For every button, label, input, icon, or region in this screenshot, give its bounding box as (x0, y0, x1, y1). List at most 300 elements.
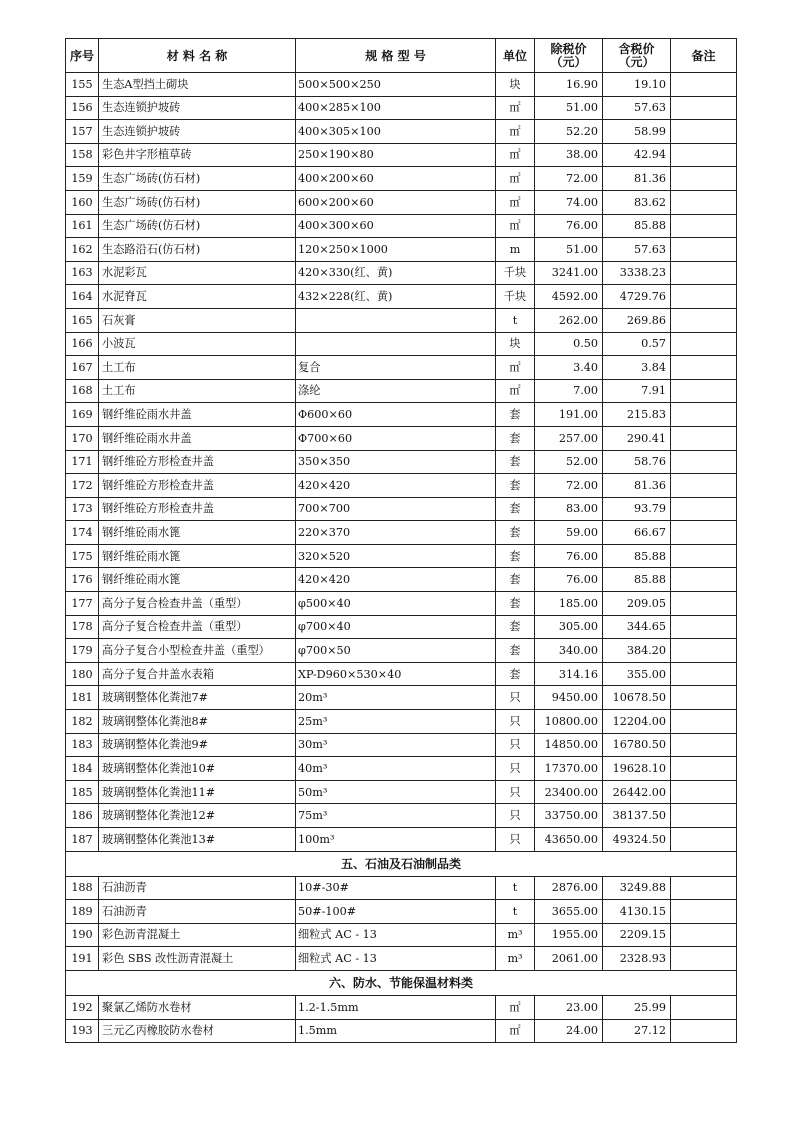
cell-price-inc-tax: 2209.15 (603, 923, 671, 947)
cell-no: 169 (66, 403, 99, 427)
cell-price-inc-tax: 3338.23 (603, 261, 671, 285)
table-row (66, 190, 737, 214)
cell-name: 生态连锁护坡砖 (99, 120, 296, 144)
cell-unit: 套 (496, 592, 535, 616)
cell-remark (671, 804, 737, 828)
cell-price-ex-tax: 23.00 (535, 995, 603, 1019)
cell-price-inc-tax: 26442.00 (603, 780, 671, 804)
cell-no: 155 (66, 73, 99, 97)
cell-name: 生态广场砖(仿石材) (99, 167, 296, 191)
table-header-row (66, 39, 737, 73)
cell-price-ex-tax: 0.50 (535, 332, 603, 356)
table-row (66, 923, 737, 947)
cell-price-ex-tax: 72.00 (535, 474, 603, 498)
table-row (66, 285, 737, 309)
table-row (66, 615, 737, 639)
cell-price-ex-tax: 257.00 (535, 426, 603, 450)
cell-unit: 套 (496, 403, 535, 427)
cell-price-inc-tax: 38137.50 (603, 804, 671, 828)
cell-remark (671, 686, 737, 710)
cell-spec: 700×700 (296, 497, 496, 521)
cell-unit: t (496, 900, 535, 924)
cell-price-ex-tax: 191.00 (535, 403, 603, 427)
cell-spec: 1.5mm (296, 1019, 496, 1043)
cell-no: 160 (66, 190, 99, 214)
cell-remark (671, 923, 737, 947)
cell-price-ex-tax: 24.00 (535, 1019, 603, 1043)
cell-price-inc-tax: 2328.93 (603, 947, 671, 971)
cell-remark (671, 497, 737, 521)
cell-price-inc-tax: 49324.50 (603, 828, 671, 852)
cell-spec: φ700×50 (296, 639, 496, 663)
cell-no: 188 (66, 876, 99, 900)
table-row (66, 900, 737, 924)
cell-unit: 块 (496, 73, 535, 97)
cell-remark (671, 73, 737, 97)
cell-name: 彩色 SBS 改性沥青混凝土 (99, 947, 296, 971)
cell-no: 182 (66, 710, 99, 734)
table-row (66, 947, 737, 971)
cell-price-inc-tax: 57.63 (603, 96, 671, 120)
cell-spec: 复合 (296, 356, 496, 380)
cell-remark (671, 1019, 737, 1043)
cell-name: 钢纤维砼雨水篦 (99, 521, 296, 545)
cell-spec (296, 332, 496, 356)
cell-price-ex-tax: 10800.00 (535, 710, 603, 734)
cell-spec: 50m³ (296, 780, 496, 804)
cell-spec: 25m³ (296, 710, 496, 734)
table-row (66, 73, 737, 97)
header-price-inc-tax-line2: （元） (618, 54, 655, 69)
cell-unit: 套 (496, 450, 535, 474)
cell-price-ex-tax: 3655.00 (535, 900, 603, 924)
cell-price-ex-tax: 83.00 (535, 497, 603, 521)
cell-name: 三元乙丙橡胶防水卷材 (99, 1019, 296, 1043)
cell-no: 168 (66, 379, 99, 403)
header-name: 材 料 名 称 (99, 39, 296, 73)
cell-price-ex-tax: 185.00 (535, 592, 603, 616)
cell-unit: ㎡ (496, 356, 535, 380)
price-table (65, 38, 737, 1043)
cell-no: 177 (66, 592, 99, 616)
cell-remark (671, 238, 737, 262)
cell-spec: 30m³ (296, 733, 496, 757)
header-price-ex-tax (535, 39, 603, 73)
cell-unit: 套 (496, 568, 535, 592)
table-row (66, 876, 737, 900)
cell-unit: 套 (496, 544, 535, 568)
cell-no: 192 (66, 995, 99, 1019)
cell-remark (671, 356, 737, 380)
cell-no: 190 (66, 923, 99, 947)
cell-price-inc-tax: 85.88 (603, 544, 671, 568)
cell-name: 钢纤维砼方形检查井盖 (99, 497, 296, 521)
cell-name: 小波瓦 (99, 332, 296, 356)
cell-unit: ㎡ (496, 120, 535, 144)
cell-remark (671, 615, 737, 639)
cell-price-ex-tax: 76.00 (535, 544, 603, 568)
cell-price-inc-tax: 19628.10 (603, 757, 671, 781)
cell-spec (296, 308, 496, 332)
cell-no: 185 (66, 780, 99, 804)
cell-name: 生态路沿石(仿石材) (99, 238, 296, 262)
cell-price-ex-tax: 23400.00 (535, 780, 603, 804)
table-row (66, 356, 737, 380)
cell-price-ex-tax: 52.20 (535, 120, 603, 144)
cell-name: 生态连锁护坡砖 (99, 96, 296, 120)
cell-price-inc-tax: 83.62 (603, 190, 671, 214)
cell-spec: 400×200×60 (296, 167, 496, 191)
cell-no: 184 (66, 757, 99, 781)
cell-no: 167 (66, 356, 99, 380)
cell-spec: 1.2-1.5mm (296, 995, 496, 1019)
table-row (66, 995, 737, 1019)
cell-price-inc-tax: 81.36 (603, 167, 671, 191)
cell-name: 玻璃钢整体化粪池8# (99, 710, 296, 734)
cell-no: 159 (66, 167, 99, 191)
table-row (66, 521, 737, 545)
cell-no: 178 (66, 615, 99, 639)
header-price-inc-tax (603, 39, 671, 73)
cell-name: 石灰膏 (99, 308, 296, 332)
cell-price-ex-tax: 38.00 (535, 143, 603, 167)
cell-unit: m³ (496, 947, 535, 971)
cell-remark (671, 900, 737, 924)
cell-price-ex-tax: 7.00 (535, 379, 603, 403)
header-price-ex-tax-line2: （元） (550, 54, 587, 69)
cell-spec: 涤纶 (296, 379, 496, 403)
cell-unit: 套 (496, 497, 535, 521)
cell-no: 183 (66, 733, 99, 757)
cell-unit: 只 (496, 828, 535, 852)
cell-spec: 50#-100# (296, 900, 496, 924)
cell-unit: ㎡ (496, 96, 535, 120)
cell-price-ex-tax: 51.00 (535, 238, 603, 262)
cell-remark (671, 190, 737, 214)
cell-name: 石油沥青 (99, 876, 296, 900)
cell-price-ex-tax: 59.00 (535, 521, 603, 545)
cell-spec: 350×350 (296, 450, 496, 474)
table-row (66, 403, 737, 427)
cell-spec: 400×285×100 (296, 96, 496, 120)
cell-no: 189 (66, 900, 99, 924)
cell-price-inc-tax: 12204.00 (603, 710, 671, 734)
cell-remark (671, 426, 737, 450)
cell-name: 高分子复合井盖水表箱 (99, 662, 296, 686)
cell-no: 193 (66, 1019, 99, 1043)
cell-spec: Φ700×60 (296, 426, 496, 450)
cell-no: 175 (66, 544, 99, 568)
table-row (66, 733, 737, 757)
cell-price-ex-tax: 4592.00 (535, 285, 603, 309)
cell-name: 高分子复合检查井盖（重型） (99, 592, 296, 616)
cell-price-inc-tax: 4130.15 (603, 900, 671, 924)
cell-price-ex-tax: 72.00 (535, 167, 603, 191)
cell-unit: t (496, 308, 535, 332)
cell-price-inc-tax: 355.00 (603, 662, 671, 686)
cell-spec: 细粒式 AC - 13 (296, 947, 496, 971)
table-row (66, 780, 737, 804)
cell-price-inc-tax: 344.65 (603, 615, 671, 639)
cell-name: 高分子复合检查井盖（重型） (99, 615, 296, 639)
cell-spec: 120×250×1000 (296, 238, 496, 262)
cell-price-ex-tax: 17370.00 (535, 757, 603, 781)
cell-unit: 只 (496, 780, 535, 804)
cell-name: 彩色沥青混凝土 (99, 923, 296, 947)
cell-remark (671, 733, 737, 757)
cell-spec: φ500×40 (296, 592, 496, 616)
cell-remark (671, 403, 737, 427)
cell-name: 玻璃钢整体化粪池9# (99, 733, 296, 757)
cell-no: 164 (66, 285, 99, 309)
cell-name: 玻璃钢整体化粪池12# (99, 804, 296, 828)
cell-price-inc-tax: 0.57 (603, 332, 671, 356)
cell-price-inc-tax: 4729.76 (603, 285, 671, 309)
header-spec: 规 格 型 号 (296, 39, 496, 73)
cell-remark (671, 379, 737, 403)
cell-price-inc-tax: 3249.88 (603, 876, 671, 900)
cell-name: 玻璃钢整体化粪池11# (99, 780, 296, 804)
cell-spec: 420×420 (296, 568, 496, 592)
cell-price-inc-tax: 10678.50 (603, 686, 671, 710)
cell-name: 石油沥青 (99, 900, 296, 924)
section-header-row (66, 851, 737, 876)
cell-unit: 套 (496, 521, 535, 545)
table-row (66, 662, 737, 686)
cell-price-ex-tax: 43650.00 (535, 828, 603, 852)
section-header-row (66, 970, 737, 995)
cell-price-ex-tax: 314.16 (535, 662, 603, 686)
table-row (66, 804, 737, 828)
cell-remark (671, 332, 737, 356)
table-row (66, 120, 737, 144)
cell-name: 玻璃钢整体化粪池10# (99, 757, 296, 781)
cell-price-inc-tax: 16780.50 (603, 733, 671, 757)
cell-unit: ㎡ (496, 214, 535, 238)
cell-name: 玻璃钢整体化粪池7# (99, 686, 296, 710)
cell-price-inc-tax: 57.63 (603, 238, 671, 262)
cell-unit: m³ (496, 923, 535, 947)
cell-price-ex-tax: 3241.00 (535, 261, 603, 285)
cell-price-inc-tax: 81.36 (603, 474, 671, 498)
cell-price-ex-tax: 340.00 (535, 639, 603, 663)
table-row (66, 568, 737, 592)
table-row (66, 379, 737, 403)
cell-price-ex-tax: 3.40 (535, 356, 603, 380)
cell-unit: m (496, 238, 535, 262)
table-row (66, 238, 737, 262)
cell-spec: 400×300×60 (296, 214, 496, 238)
table-row (66, 686, 737, 710)
cell-spec: 420×330(红、黄) (296, 261, 496, 285)
cell-name: 钢纤维砼雨水篦 (99, 544, 296, 568)
cell-remark (671, 120, 737, 144)
table-row (66, 308, 737, 332)
cell-name: 玻璃钢整体化粪池13# (99, 828, 296, 852)
cell-price-inc-tax: 269.86 (603, 308, 671, 332)
cell-name: 生态A型挡土砌块 (99, 73, 296, 97)
cell-price-inc-tax: 85.88 (603, 568, 671, 592)
table-row (66, 544, 737, 568)
table-row (66, 143, 737, 167)
cell-no: 170 (66, 426, 99, 450)
cell-name: 彩色井字形植草砖 (99, 143, 296, 167)
cell-unit: 只 (496, 710, 535, 734)
cell-name: 聚氯乙烯防水卷材 (99, 995, 296, 1019)
cell-no: 172 (66, 474, 99, 498)
cell-spec: 10#-30# (296, 876, 496, 900)
cell-remark (671, 947, 737, 971)
cell-price-inc-tax: 58.76 (603, 450, 671, 474)
cell-unit: 只 (496, 757, 535, 781)
cell-name: 生态广场砖(仿石材) (99, 214, 296, 238)
cell-no: 179 (66, 639, 99, 663)
cell-remark (671, 143, 737, 167)
cell-no: 191 (66, 947, 99, 971)
cell-unit: 千块 (496, 261, 535, 285)
cell-price-ex-tax: 52.00 (535, 450, 603, 474)
cell-price-inc-tax: 215.83 (603, 403, 671, 427)
cell-price-inc-tax: 290.41 (603, 426, 671, 450)
cell-remark (671, 521, 737, 545)
cell-unit: ㎡ (496, 379, 535, 403)
header-price-ex-tax-line1: 除税价 (550, 41, 587, 56)
cell-remark (671, 474, 737, 498)
cell-name: 高分子复合小型检查井盖（重型） (99, 639, 296, 663)
cell-unit: ㎡ (496, 995, 535, 1019)
cell-price-inc-tax: 25.99 (603, 995, 671, 1019)
table-body (66, 73, 737, 1043)
cell-unit: 套 (496, 426, 535, 450)
cell-spec: 600×200×60 (296, 190, 496, 214)
cell-price-ex-tax: 9450.00 (535, 686, 603, 710)
cell-no: 166 (66, 332, 99, 356)
cell-remark (671, 568, 737, 592)
cell-price-inc-tax: 209.05 (603, 592, 671, 616)
cell-spec: Φ600×60 (296, 403, 496, 427)
cell-unit: 套 (496, 615, 535, 639)
cell-spec: XP-D960×530×40 (296, 662, 496, 686)
cell-no: 173 (66, 497, 99, 521)
cell-price-ex-tax: 74.00 (535, 190, 603, 214)
cell-unit: 套 (496, 474, 535, 498)
cell-name: 钢纤维砼雨水井盖 (99, 403, 296, 427)
cell-unit: ㎡ (496, 167, 535, 191)
cell-spec: 40m³ (296, 757, 496, 781)
header-price-inc-tax-line1: 含税价 (618, 41, 655, 56)
cell-unit: t (496, 876, 535, 900)
cell-price-inc-tax: 93.79 (603, 497, 671, 521)
cell-remark (671, 214, 737, 238)
cell-no: 180 (66, 662, 99, 686)
cell-remark (671, 261, 737, 285)
cell-price-ex-tax: 16.90 (535, 73, 603, 97)
cell-no: 187 (66, 828, 99, 852)
cell-remark (671, 828, 737, 852)
cell-spec: 75m³ (296, 804, 496, 828)
cell-price-ex-tax: 262.00 (535, 308, 603, 332)
cell-unit: ㎡ (496, 190, 535, 214)
cell-remark (671, 592, 737, 616)
cell-spec: 320×520 (296, 544, 496, 568)
cell-price-ex-tax: 1955.00 (535, 923, 603, 947)
cell-name: 土工布 (99, 379, 296, 403)
table-row (66, 757, 737, 781)
cell-unit: ㎡ (496, 143, 535, 167)
cell-spec: 220×370 (296, 521, 496, 545)
cell-spec: 500×500×250 (296, 73, 496, 97)
cell-price-ex-tax: 33750.00 (535, 804, 603, 828)
table-row (66, 214, 737, 238)
cell-price-inc-tax: 19.10 (603, 73, 671, 97)
cell-remark (671, 544, 737, 568)
cell-no: 174 (66, 521, 99, 545)
table-row (66, 261, 737, 285)
cell-price-inc-tax: 384.20 (603, 639, 671, 663)
cell-remark (671, 308, 737, 332)
cell-no: 157 (66, 120, 99, 144)
cell-price-ex-tax: 2876.00 (535, 876, 603, 900)
cell-no: 158 (66, 143, 99, 167)
cell-remark (671, 96, 737, 120)
table-row (66, 710, 737, 734)
header-unit: 单位 (496, 39, 535, 73)
section-title: 五、石油及石油制品类 (66, 851, 737, 876)
cell-no: 162 (66, 238, 99, 262)
cell-unit: 只 (496, 804, 535, 828)
cell-no: 186 (66, 804, 99, 828)
cell-price-ex-tax: 76.00 (535, 568, 603, 592)
cell-name: 土工布 (99, 356, 296, 380)
cell-remark (671, 285, 737, 309)
cell-unit: 只 (496, 686, 535, 710)
cell-spec: 细粒式 AC - 13 (296, 923, 496, 947)
cell-spec: 250×190×80 (296, 143, 496, 167)
table-row (66, 450, 737, 474)
header-no: 序号 (66, 39, 99, 73)
cell-spec: 20m³ (296, 686, 496, 710)
cell-remark (671, 757, 737, 781)
cell-remark (671, 995, 737, 1019)
cell-price-ex-tax: 14850.00 (535, 733, 603, 757)
cell-price-ex-tax: 305.00 (535, 615, 603, 639)
cell-price-ex-tax: 51.00 (535, 96, 603, 120)
cell-no: 171 (66, 450, 99, 474)
cell-price-ex-tax: 2061.00 (535, 947, 603, 971)
header-remark: 备注 (671, 39, 737, 73)
cell-spec: 420×420 (296, 474, 496, 498)
cell-remark (671, 450, 737, 474)
cell-unit: ㎡ (496, 1019, 535, 1043)
cell-price-inc-tax: 42.94 (603, 143, 671, 167)
cell-name: 钢纤维砼雨水井盖 (99, 426, 296, 450)
cell-remark (671, 662, 737, 686)
cell-unit: 块 (496, 332, 535, 356)
table-row (66, 592, 737, 616)
cell-remark (671, 876, 737, 900)
cell-no: 156 (66, 96, 99, 120)
table-row (66, 497, 737, 521)
cell-no: 161 (66, 214, 99, 238)
cell-no: 176 (66, 568, 99, 592)
cell-price-inc-tax: 7.91 (603, 379, 671, 403)
table-row (66, 96, 737, 120)
cell-spec: 400×305×100 (296, 120, 496, 144)
table-row (66, 828, 737, 852)
cell-remark (671, 167, 737, 191)
cell-price-inc-tax: 85.88 (603, 214, 671, 238)
cell-name: 钢纤维砼方形检查井盖 (99, 450, 296, 474)
